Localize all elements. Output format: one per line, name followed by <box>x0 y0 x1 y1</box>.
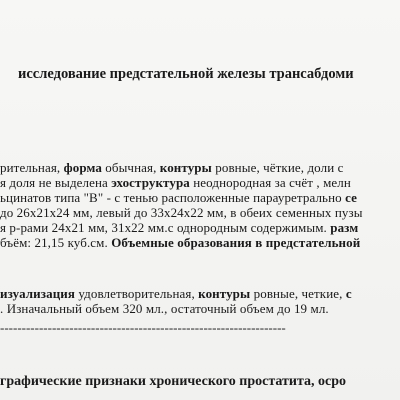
text-line <box>0 220 358 235</box>
text-run: . Изначальный объем 320 мл., остаточный объем до 19 мл. <box>0 301 329 316</box>
text-run: ровные, четкие, <box>250 286 346 301</box>
bold-term-fragment: с <box>345 286 352 301</box>
text-line <box>0 175 351 190</box>
bold-term-volume-formations: Объемные образования в предстательной <box>111 235 361 250</box>
bold-term-fragment: се <box>345 190 357 205</box>
text-run: ьцинатов типа "В" - с тенью расположенные парауретрально <box>0 190 346 205</box>
text-run: обычная, <box>101 160 160 175</box>
document-heading: исследование предстательной железы трансабдоми <box>18 66 354 82</box>
text-line <box>0 235 360 250</box>
bold-term-form: форма <box>63 160 102 175</box>
bold-term-visualization: изуализация <box>0 286 76 301</box>
text-run: я р-рами 24x21 мм, 31x22 мм.с однородным содержимым. <box>0 220 331 235</box>
text-run: до 26x21x24 мм, левый до 33x24x22 мм, в обеих семенных пузы <box>0 205 363 220</box>
dashed-separator: ------------------------------------------------------------------ <box>0 320 286 335</box>
bold-term-echostructure: эхоструктура <box>111 175 190 190</box>
text-run: рительная, <box>0 160 64 175</box>
text-line <box>0 160 343 175</box>
text-line <box>0 205 363 220</box>
bold-term-contours: контуры <box>159 160 212 175</box>
text-line <box>0 286 352 301</box>
text-run: удовлетворительная, <box>75 286 199 301</box>
text-line <box>0 190 357 205</box>
text-line <box>0 301 329 316</box>
bold-term-contours: контуры <box>198 286 251 301</box>
text-run: я доля не выделена <box>0 175 112 190</box>
conclusion-line: графические признаки хронического простатита, осро <box>0 374 347 389</box>
bold-term-size: разм <box>330 220 359 235</box>
text-run: бъём: 21,15 куб.см. <box>0 235 112 250</box>
text-run: ровные, чёткие, доли с <box>211 160 344 175</box>
text-run: неоднородная за счёт , мелн <box>189 175 351 190</box>
